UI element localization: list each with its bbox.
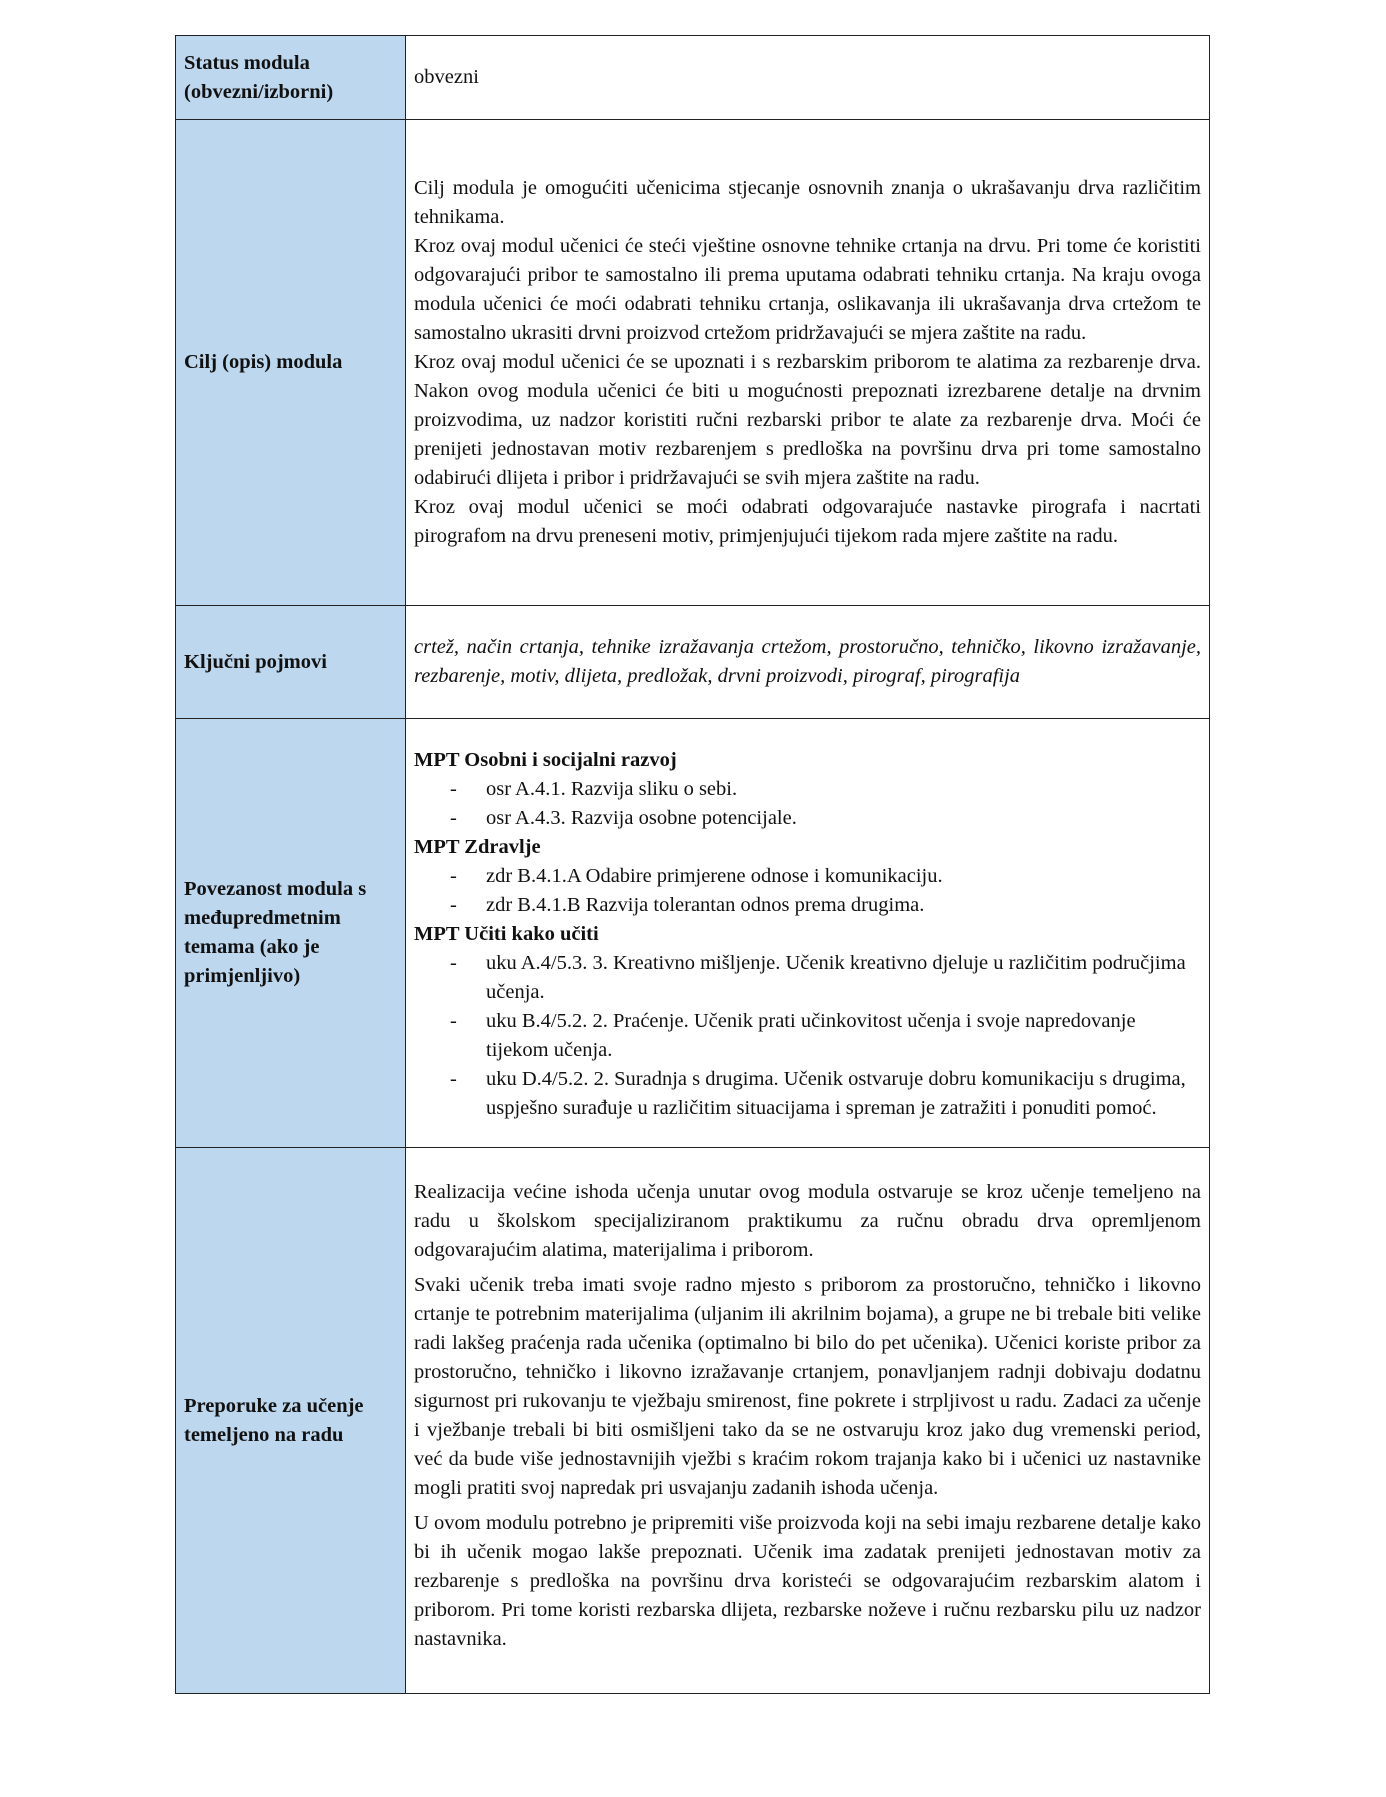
dash-bullet: - [450, 777, 457, 800]
list-item [414, 775, 1201, 804]
label-goal: Cilj (opis) modula [176, 120, 406, 606]
row-key-terms [176, 606, 1210, 719]
wbl-paragraph: U ovom modulu potrebno je pripremiti više proizvoda koji na sebi imaju rezbarene detalje kako bi ih učenik mogao lakše prepoznati. Učenik ima zadatak prenijeti jednostavan motiv za rezbarenje s predloška na površinu drva koristeći se odgovarajućim rezbarskim alatom i priborom. Pri tome koristi rezbarska dlijeta, rezbarske noževe i ručnu rezbarsku pilu uz nadzor nastavnika. [414, 1511, 1201, 1650]
dash-bullet: - [450, 893, 457, 916]
module-info-table [175, 35, 1210, 1694]
list-item [414, 1007, 1201, 1065]
mpt-heading: MPT Zdravlje [414, 835, 541, 858]
goal-paragraph: Kroz ovaj modul učenici će steći vještine osnovne tehnike crtanja na drvu. Pri tome će koristiti odgovarajući pribor te samostalno ili prema uputama odabrati tehniku crtanja. Na kraju ovoga modula učenici će moći odabrati tehniku crtanja, oslikavanja ili ukrašavanja drva crtežom te samostalno ukrasiti drvni proizvod crtežom pridržavajući se mjera zaštite na radu. [414, 235, 1201, 344]
dash-bullet: - [450, 864, 457, 887]
dash-bullet: - [450, 806, 457, 829]
goal-paragraph: Kroz ovaj modul učenici će se upoznati i s rezbarskim priborom te alatima za rezbarenje drva. Nakon ovog modula učenici će biti u mogućnosti prepoznati izrezbarene detalje na drvnim proizvodima, uz nadzor koristiti ručni rezbarski pribor te alate za rezbarenje drva. Moći će prenijeti jednostavan motiv rezbarenjem s predloška na površinu drva pri tome samostalno odabirući dlijeta i pribor i pridržavajući se svih mjera zaštite na radu. [414, 351, 1201, 489]
value-status: obvezni [406, 36, 1210, 120]
mpt-heading: MPT Osobni i socijalni razvoj [414, 748, 677, 771]
goal-paragraph: Kroz ovaj modul učenici se moći odabrati odgovarajuće nastavke pirografa i nacrtati pirografom na drvu preneseni motiv, primjenjujući tijekom rada mjere zaštite na radu. [414, 496, 1201, 547]
list-item [414, 1065, 1201, 1123]
list-item-text: osr A.4.3. Razvija osobne potencijale. [486, 806, 797, 829]
value-work-based-learning [406, 1148, 1210, 1694]
list-item [414, 891, 1201, 920]
list-item-text: osr A.4.1. Razvija sliku o sebi. [486, 777, 738, 800]
list-item [414, 949, 1201, 1007]
row-status [176, 36, 1210, 120]
row-work-based-learning [176, 1148, 1210, 1694]
dash-bullet: - [450, 1067, 457, 1090]
mpt-list [414, 862, 1201, 920]
row-cross-curricular [176, 719, 1210, 1148]
mpt-heading: MPT Učiti kako učiti [414, 922, 599, 945]
label-key-terms: Ključni pojmovi [176, 606, 406, 719]
value-goal [406, 120, 1210, 606]
mpt-list [414, 949, 1201, 1123]
value-key-terms: crtež, način crtanja, tehnike izražavanja crtežom, prostoručno, tehničko, likovno izražavanje, rezbarenje, motiv, dlijeta, predložak, drvni proizvodi, pirograf, pirografija [406, 606, 1210, 719]
wbl-paragraph: Svaki učenik treba imati svoje radno mjesto s priborom za prostoručno, tehničko i likovno crtanje te potrebnim materijalima (uljanim ili akrilnim bojama), a grupe ne bi trebale biti velike radi lakšeg praćenja rada učenika (optimalno bi bilo do pet učenika). Učenici koriste pribor za prostoručno, tehničko i likovno izražavanje crtanjem, ponavljanjem radnji dobivaju dodatnu sigurnost pri rukovanju te vježbaju smirenost, fine pokrete i strpljivost u radu. Zadaci za učenje i vježbanje trebali bi biti osmišljeni tako da se ne ostvaruju kroz jako dug vremenski period, već da bude više jednostavnijih vježbi s kraćim rokom trajanja kako bi i učenici uz nastavnike mogli pratiti svoj napredak pri usvajanju zadanih ishoda učenja. [414, 1273, 1201, 1499]
mpt-list [414, 775, 1201, 833]
label-status: Status modula (obvezni/izborni) [176, 36, 406, 120]
list-item [414, 862, 1201, 891]
list-item-text: zdr B.4.1.A Odabire primjerene odnose i komunikaciju. [486, 864, 943, 887]
row-goal [176, 120, 1210, 606]
list-item-text: uku A.4/5.3. 3. Kreativno mišljenje. Učenik kreativno djeluje u različitim područjima učenja. [486, 951, 1186, 1003]
dash-bullet: - [450, 951, 457, 974]
list-item-text: uku B.4/5.2. 2. Praćenje. Učenik prati učinkovitost učenja i svoje napredovanje tijekom učenja. [486, 1009, 1136, 1061]
goal-paragraph: Cilj modula je omogućiti učenicima stjecanje osnovnih znanja o ukrašavanju drva različitim tehnikama. [414, 177, 1201, 228]
list-item [414, 804, 1201, 833]
wbl-paragraph: Realizacija većine ishoda učenja unutar ovog modula ostvaruje se kroz učenje temeljeno na radu u školskom specijaliziranom praktikumu za ručnu obradu drva opremljenom odgovarajućim alatima, materijalima i priborom. [414, 1180, 1201, 1261]
dash-bullet: - [450, 1009, 457, 1032]
value-cross-curricular [406, 719, 1210, 1148]
list-item-text: zdr B.4.1.B Razvija tolerantan odnos prema drugima. [486, 893, 925, 916]
label-work-based-learning: Preporuke za učenje temeljeno na radu [176, 1148, 406, 1694]
list-item-text: uku D.4/5.2. 2. Suradnja s drugima. Učenik ostvaruje dobru komunikaciju s drugima, uspješno surađuje u različitim situacijama i spreman je zatražiti i ponuditi pomoć. [486, 1067, 1186, 1119]
label-cross-curricular: Povezanost modula s međupredmetnim temama (ako je primjenljivo) [176, 719, 406, 1148]
